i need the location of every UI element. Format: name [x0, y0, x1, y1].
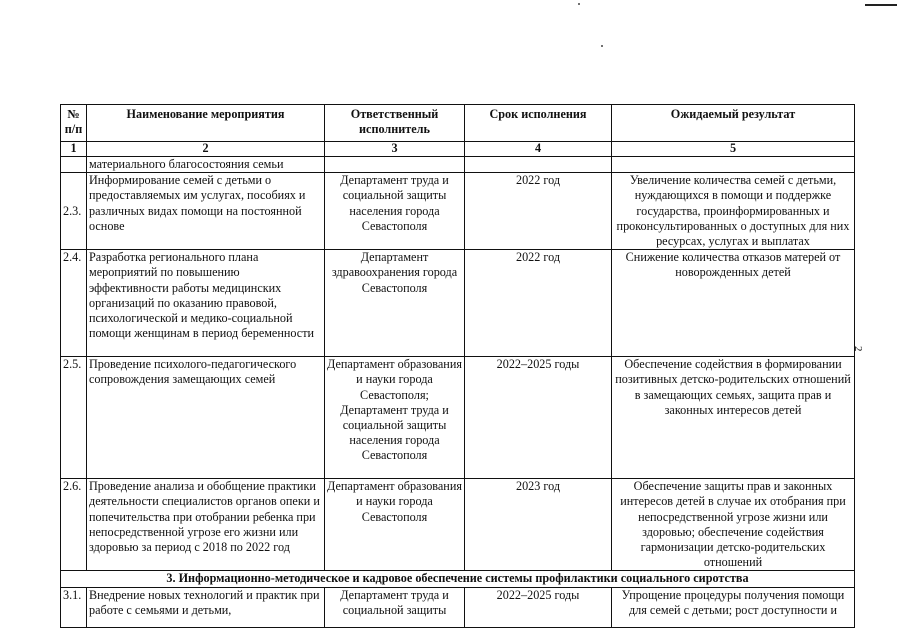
- table-row: [61, 250, 855, 357]
- deadline-cell: 2022 год: [465, 173, 612, 250]
- event-cell: Проведение психолого-педагогического сопровождения замещающих семей: [87, 357, 325, 479]
- header-num: № п/п: [61, 105, 87, 142]
- header-row: [61, 105, 855, 142]
- event-cell: Проведение анализа и обобщение практики деятельности специалистов органов опеки и попечительства при отобрании ребенка при непосредственной угрозе его жизни или здоровью за период с 2018 по 2022 год: [87, 479, 325, 571]
- scan-speck: [601, 45, 603, 47]
- header-result: Ожидаемый результат: [612, 105, 855, 142]
- continuation-text: материального благосостояния семьи: [87, 157, 325, 173]
- executor-cell: Департамент образования и науки города Севастополя; Департамент труда и социальной защиты населения города Севастополя: [325, 357, 465, 479]
- header-executor: Ответственный исполнитель: [325, 105, 465, 142]
- deadline-cell: 2023 год: [465, 479, 612, 571]
- deadline-cell: 2022 год: [465, 250, 612, 357]
- table-row: [61, 357, 855, 479]
- executor-cell: Департамент образования и науки города Севастополя: [325, 479, 465, 571]
- continuation-row: [61, 157, 855, 173]
- section-row: [61, 571, 855, 587]
- column-index: 1: [61, 142, 87, 157]
- executor-cell: Департамент труда и социальной защиты: [325, 587, 465, 627]
- table-row: [61, 173, 855, 250]
- header-deadline: Срок исполнения: [465, 105, 612, 142]
- header-event: Наименование мероприятия: [87, 105, 325, 142]
- deadline-cell: 2022–2025 годы: [465, 357, 612, 479]
- page-number: 2: [852, 346, 864, 352]
- column-index: 4: [465, 142, 612, 157]
- row-number: 2.4.: [61, 250, 87, 357]
- result-cell: Обеспечение защиты прав и законных интересов детей в случае их отобрания при непосредственной угрозе жизни или здоровью; обеспечение содействия гармонизации детско-родительских отношений: [612, 479, 855, 571]
- result-cell: Обеспечение содействия в формировании позитивных детско-родительских отношений в замещающих семьях, защита прав и законных интересов детей: [612, 357, 855, 479]
- scan-speck: [578, 3, 580, 5]
- row-number: 2.5.: [61, 357, 87, 479]
- table-row: [61, 587, 855, 627]
- event-cell: Разработка регионального плана мероприятий по повышению эффективности работы медицинских организаций по оказанию правовой, психологической и медико-социальной помощи женщинам в период беременности: [87, 250, 325, 357]
- result-cell: Увеличение количества семей с детьми, нуждающихся в помощи и поддержке государства, проинформированных и проконсультированных о доступных для них ресурсах, услугах и выплатах: [612, 173, 855, 250]
- result-cell: Упрощение процедуры получения помощи для семей с детьми; рост доступности и: [612, 587, 855, 627]
- executor-cell: Департамент здравоохранения города Севастополя: [325, 250, 465, 357]
- column-index: 2: [87, 142, 325, 157]
- section-title: 3. Информационно-методическое и кадровое обеспечение системы профилактики социального сиротства: [61, 571, 855, 587]
- row-number: 2.3.: [61, 173, 87, 250]
- column-index: 5: [612, 142, 855, 157]
- column-index: 3: [325, 142, 465, 157]
- table-row: [61, 479, 855, 571]
- row-number: 3.1.: [61, 587, 87, 627]
- event-cell: Информирование семей с детьми о предоставляемых им услугах, пособиях и различных видах помощи на постоянной основе: [87, 173, 325, 250]
- result-cell: Снижение количества отказов матерей от новорожденных детей: [612, 250, 855, 357]
- deadline-cell: 2022–2025 годы: [465, 587, 612, 627]
- column-index-row: [61, 142, 855, 157]
- executor-cell: Департамент труда и социальной защиты населения города Севастополя: [325, 173, 465, 250]
- event-cell: Внедрение новых технологий и практик при работе с семьями и детьми,: [87, 587, 325, 627]
- events-table: [60, 104, 855, 628]
- row-number: 2.6.: [61, 479, 87, 571]
- page-edge-mark: [865, 4, 897, 6]
